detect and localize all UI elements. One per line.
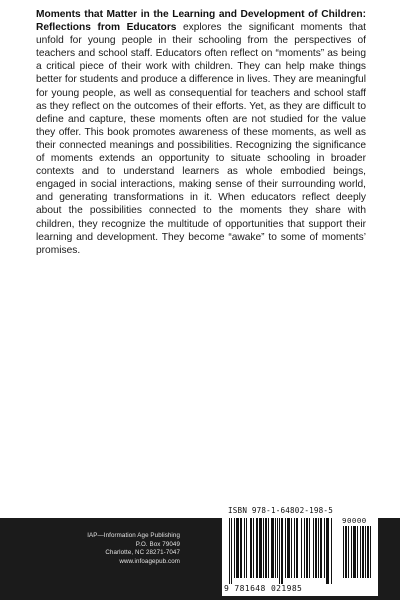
barcode-bar (268, 518, 269, 578)
barcode-bar (353, 526, 356, 578)
barcode-bar (253, 518, 254, 578)
barcode-bar (331, 518, 332, 584)
barcode-bar (315, 518, 317, 578)
barcode-bar (244, 518, 245, 578)
barcode-bar (367, 526, 369, 578)
barcode-bar (279, 518, 280, 584)
barcode-bar (250, 518, 252, 578)
barcode-bar (277, 518, 278, 578)
ean-barcode (228, 518, 338, 584)
barcode-bar (229, 518, 230, 584)
book-title: Moments that Matter in the Learning and Development of Children: Reflections from Educators (36, 9, 366, 34)
barcode-bar (236, 518, 239, 578)
barcode-bar (318, 518, 319, 578)
barcode-bar (291, 518, 292, 578)
publisher-po-box: P.O. Box 79049 (135, 540, 180, 548)
barcode-bar (324, 518, 325, 578)
addon-barcode (342, 526, 374, 584)
barcode-bar (281, 518, 283, 584)
barcode-bar (234, 518, 235, 578)
barcode-bar (348, 526, 349, 578)
barcode-bar (240, 518, 242, 578)
barcode-bar (265, 518, 267, 578)
barcode-bar (285, 518, 286, 578)
barcode-bar (287, 518, 290, 578)
isbn-label: ISBN 978-1-64802-198-5 (228, 506, 333, 515)
barcode-bar (259, 518, 262, 578)
barcode-bar (313, 518, 314, 578)
barcode-bar (370, 526, 371, 578)
barcode-bar (362, 526, 364, 578)
barcode-bar (345, 526, 347, 578)
barcode-bar (256, 518, 258, 578)
barcode-panel (222, 504, 378, 596)
barcode-bar (343, 526, 344, 578)
barcode-bar (304, 518, 305, 578)
barcode-bar (326, 518, 329, 584)
barcode-bar (306, 518, 308, 578)
book-description (36, 8, 366, 257)
barcode-bar (320, 518, 322, 578)
barcode-bar (360, 526, 361, 578)
description-text: explores the significant moments that unfold for young people in their schooling from the perspectives of teachers and school staff. Educators often reflect on “moments” as being a critical piece of their work with children. They can help make things better for students and produce a difference in lives. They are meaningful for young people, as well as consequential for teachers and school staff as they reflect on the outcomes of their efforts. Yet, as they are difficult to define and capture, these moments often are not studied for the value they offer. This book promotes awareness of these moments, as well as their connected meanings and possibilities. Recognizing the significance of moments extends an opportunity to situate schooling in broader contexts and to understand learners as whole embodied beings, engaged in social interactions, making sense of their surrounding world, and generating transformations in it. When educators reflect deeply about the possibilities connected to the moments they share with children, they recognize the multitude of opportunities that support their learning and development. They become “awake” to some of moments’ promises. (36, 22, 366, 256)
publisher-website: www.infoagepub.com (119, 557, 180, 565)
price-addon-digits: 90000 (342, 516, 367, 525)
barcode-bar (275, 518, 276, 578)
barcode-bar (271, 518, 274, 578)
barcode-bar (294, 518, 295, 578)
publisher-city: Charlotte, NC 28271-7047 (105, 549, 180, 557)
barcode-bar (357, 526, 358, 578)
barcode-bar (296, 518, 298, 578)
barcode-bar (231, 518, 232, 584)
barcode-bar (309, 518, 310, 578)
publisher-name: IAP—Information Age Publishing (87, 532, 180, 539)
barcode-digits: 9 781648 021985 (224, 584, 303, 593)
barcode-bar (351, 526, 352, 578)
barcode-bar (246, 518, 247, 578)
publisher-info (40, 532, 180, 566)
barcode-bar (301, 518, 302, 578)
barcode-bar (263, 518, 264, 578)
barcode-bar (365, 526, 366, 578)
